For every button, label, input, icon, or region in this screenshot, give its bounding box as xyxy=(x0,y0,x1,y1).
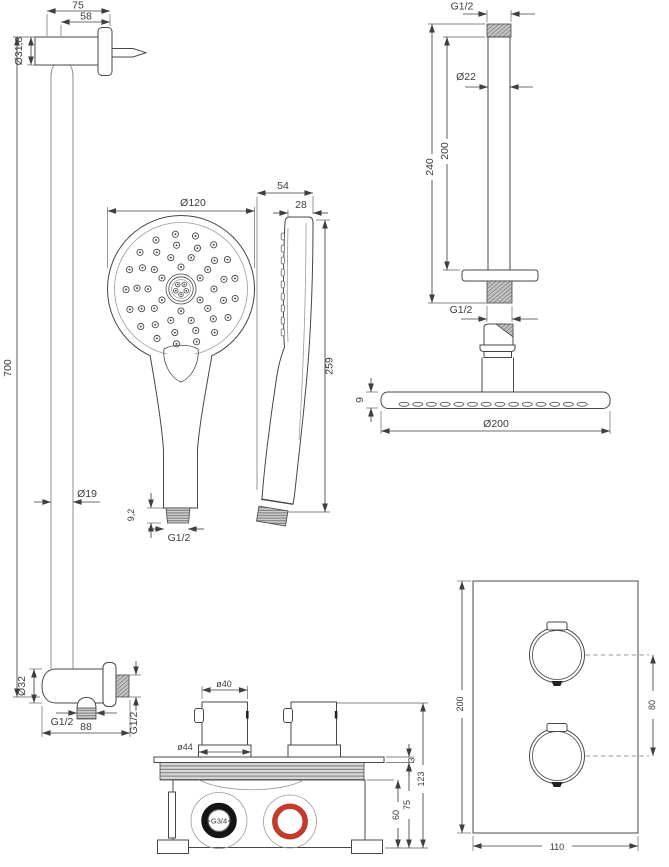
dim-plate-thickness: 3 xyxy=(406,757,417,763)
dim-bracket-width: 75 xyxy=(72,0,84,12)
dim-head-thickness-rain: 9 xyxy=(354,397,366,403)
valve-knob-right-base xyxy=(288,745,341,757)
dim-arm-bottom-thread: G1/2 xyxy=(449,304,473,316)
ceiling-arm-view xyxy=(424,1,538,323)
trim-knob-lower-tab xyxy=(547,724,567,732)
handle-thread-front xyxy=(166,508,190,523)
dim-head-diameter: Ø120 xyxy=(180,197,206,209)
dim-side-depth: 54 xyxy=(277,180,289,192)
valve-rib-block xyxy=(160,763,364,781)
outlet-body xyxy=(42,669,103,703)
dim-valve-knob: ø40 xyxy=(216,679,232,689)
handle-thread-side xyxy=(257,506,289,526)
rail-bracket-flange xyxy=(98,28,112,76)
dim-valve-base: ø44 xyxy=(177,742,193,752)
valve-knob-left-base xyxy=(199,745,252,757)
dim-total-depth: 123 xyxy=(416,771,426,787)
dim-trim-width: 110 xyxy=(549,842,565,852)
valve-plate xyxy=(154,757,384,763)
spray-mode-buttons xyxy=(281,233,284,336)
dim-outlet-wall-thread: G1/2 xyxy=(128,711,140,735)
dim-arm-top-thread: G1/2 xyxy=(450,0,474,13)
dim-head-thickness: 28 xyxy=(295,199,307,211)
outlet-wall-thread xyxy=(116,675,129,697)
dim-hand-thread: G1/2 xyxy=(167,532,191,544)
valve-foot-right xyxy=(352,840,383,854)
dim-outlet-width: 88 xyxy=(80,721,92,733)
hand-shower-front-view xyxy=(108,197,255,544)
valve-foot-left xyxy=(158,840,189,854)
arm-pipe xyxy=(488,37,510,270)
outlet-spout-thread xyxy=(77,708,96,719)
valve-knob-left-tab xyxy=(195,709,204,723)
arm-bottom-thread xyxy=(487,281,512,303)
valve-body-view xyxy=(154,679,428,854)
rail-bracket-spigot xyxy=(112,49,146,58)
dim-rail-length: 700 xyxy=(2,359,14,377)
dim-body-depth: 75 xyxy=(402,799,412,811)
wall-outlet-view xyxy=(16,661,141,737)
dim-trim-spacing: 80 xyxy=(647,699,657,711)
ceiling-flange xyxy=(462,270,538,281)
dim-thread-length: 9,2 xyxy=(126,508,136,522)
outlet-spout-dome xyxy=(77,698,96,710)
rail-bracket-body xyxy=(35,37,98,65)
dim-arm-diameter: Ø22 xyxy=(456,71,476,83)
valve-knob-right-tab xyxy=(284,709,293,723)
dim-bracket-depth: 58 xyxy=(80,10,92,23)
hand-shower-side-view xyxy=(257,180,336,526)
dim-outlet-body: Ø32 xyxy=(16,676,28,696)
valve-knob-right xyxy=(291,702,337,745)
dim-trim-height: 200 xyxy=(455,696,465,712)
trim-knob-upper-tab xyxy=(547,622,567,630)
dim-hand-height: 259 xyxy=(323,357,336,375)
slide-rail-view xyxy=(2,0,146,697)
valve-knob-left xyxy=(202,702,248,745)
dim-arm-total: 240 xyxy=(424,158,436,176)
valve-side-clip xyxy=(169,792,176,838)
dim-outlet-thread: G1/2 xyxy=(50,716,74,728)
dim-bracket-diameter: Ø31,8 xyxy=(13,36,25,66)
dim-rail-diameter: Ø19 xyxy=(77,488,97,500)
rain-head-view xyxy=(354,324,610,434)
dim-valve-inlet: G3/4 xyxy=(210,816,228,826)
dim-rain-diameter: Ø200 xyxy=(483,418,509,430)
dim-arm-exposed: 200 xyxy=(439,142,451,160)
trim-plate-view xyxy=(455,581,657,852)
outlet-wall-flange xyxy=(103,663,116,707)
head-connector-collar xyxy=(480,345,515,352)
trim-plate-outline xyxy=(473,581,638,833)
hand-shower-head-outline xyxy=(108,216,255,363)
arm-top-thread xyxy=(487,24,511,37)
dim-recess-depth: 60 xyxy=(391,809,401,821)
